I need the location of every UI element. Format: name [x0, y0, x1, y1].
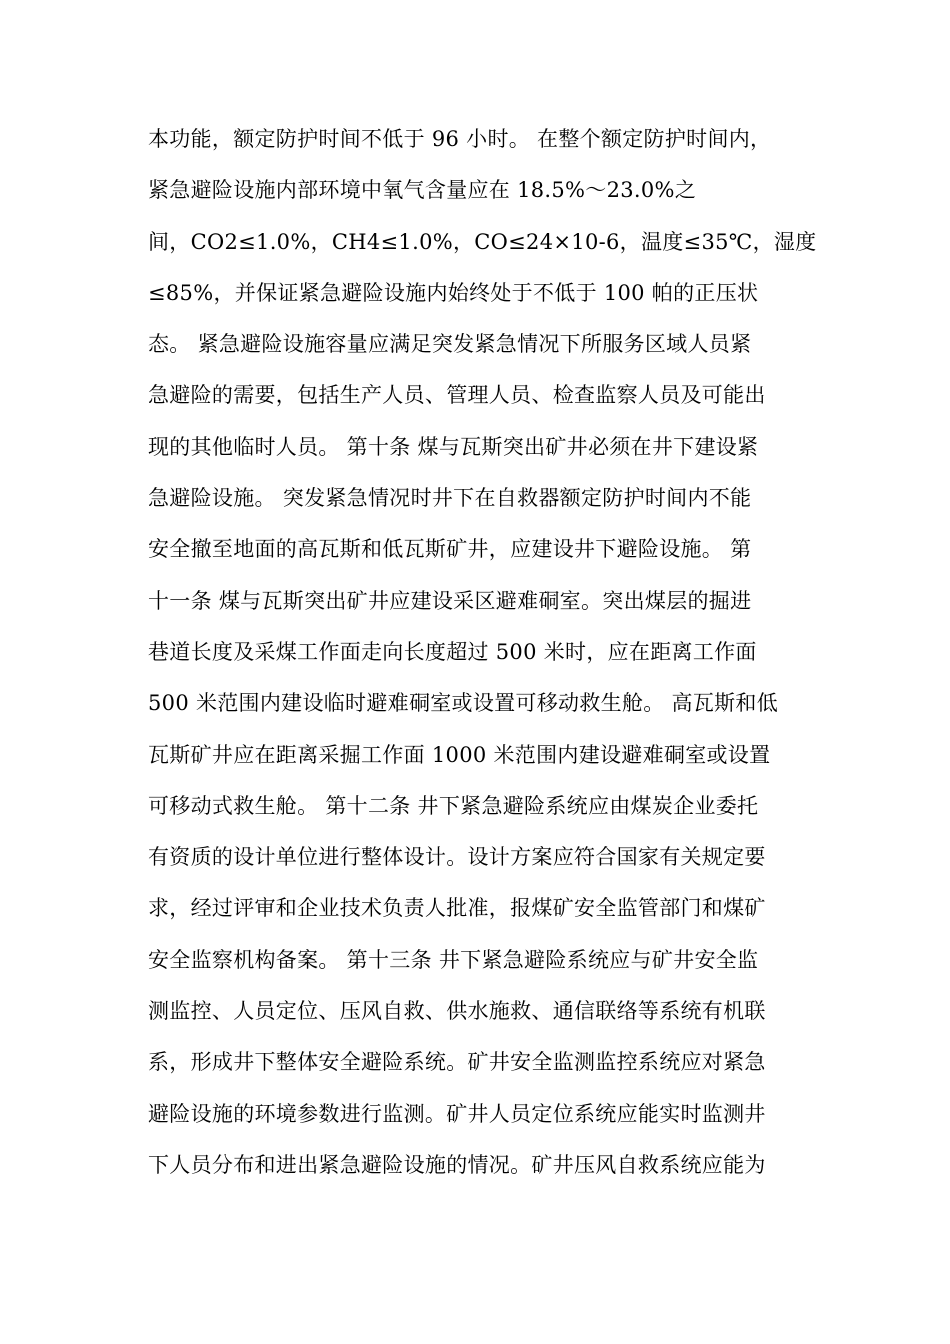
text-line: 现的其他临时人员。 第十条 煤与瓦斯突出矿井必须在井下建设紧 — [148, 434, 759, 459]
text-line: 避险设施的环境参数进行监测。矿井人员定位系统应能实时监测井 — [148, 1101, 766, 1126]
text-line: 急避险的需要，包括生产人员、管理人员、检查监察人员及可能出 — [148, 383, 766, 408]
body-text — [148, 114, 817, 1191]
text-line: 本功能，额定防护时间不低于 96 小时。 在整个额定防护时间内， — [148, 127, 772, 151]
text-line: 急避险设施。 突发紧急情况时井下在自救器额定防护时间内不能 — [148, 486, 752, 511]
text-line: 十一条 煤与瓦斯突出矿井应建设采区避难硐室。突出煤层的掘进 — [148, 588, 752, 613]
text-line: 紧急避险设施内部环境中氧气含量应在 18.5%～23.0%之 — [148, 178, 697, 203]
text-line: 安全监察机构备案。 第十三条 井下紧急避险系统应与矿井安全监 — [148, 947, 759, 972]
text-line: 间，CO2≤1.0%，CH4≤1.0%，CO≤24×10-6，温度≤35℃，湿度 — [148, 229, 817, 254]
text-line: 可移动式救生舱。 第十二条 井下紧急避险系统应由煤炭企业委托 — [148, 793, 759, 818]
text-line: 求，经过评审和企业技术负责人批准，报煤矿安全监管部门和煤矿 — [148, 896, 766, 921]
text-line: 下人员分布和进出紧急避险设施的情况。矿井压风自救系统应能为 — [148, 1152, 766, 1177]
text-line: 系，形成井下整体安全避险系统。矿井安全监测监控系统应对紧急 — [148, 1050, 766, 1075]
text-line: 有资质的设计单位进行整体设计。设计方案应符合国家有关规定要 — [148, 845, 766, 870]
text-line: 巷道长度及采煤工作面走向长度超过 500 米时，应在距离工作面 — [148, 639, 757, 664]
text-line: 态。 紧急避险设施容量应满足突发紧急情况下所服务区域人员紧 — [148, 332, 752, 357]
text-line: 500 米范围内建设临时避难硐室或设置可移动救生舱。 高瓦斯和低 — [148, 691, 779, 716]
text-line: ≤85%，并保证紧急避险设施内始终处于不低于 100 帕的正压状 — [148, 280, 759, 305]
text-line: 瓦斯矿井应在距离采掘工作面 1000 米范围内建设避难硐室或设置 — [148, 742, 771, 767]
text-line: 安全撤至地面的高瓦斯和低瓦斯矿井，应建设井下避险设施。 第 — [148, 537, 752, 562]
text-line: 测监控、人员定位、压风自救、供水施救、通信联络等系统有机联 — [148, 999, 766, 1024]
